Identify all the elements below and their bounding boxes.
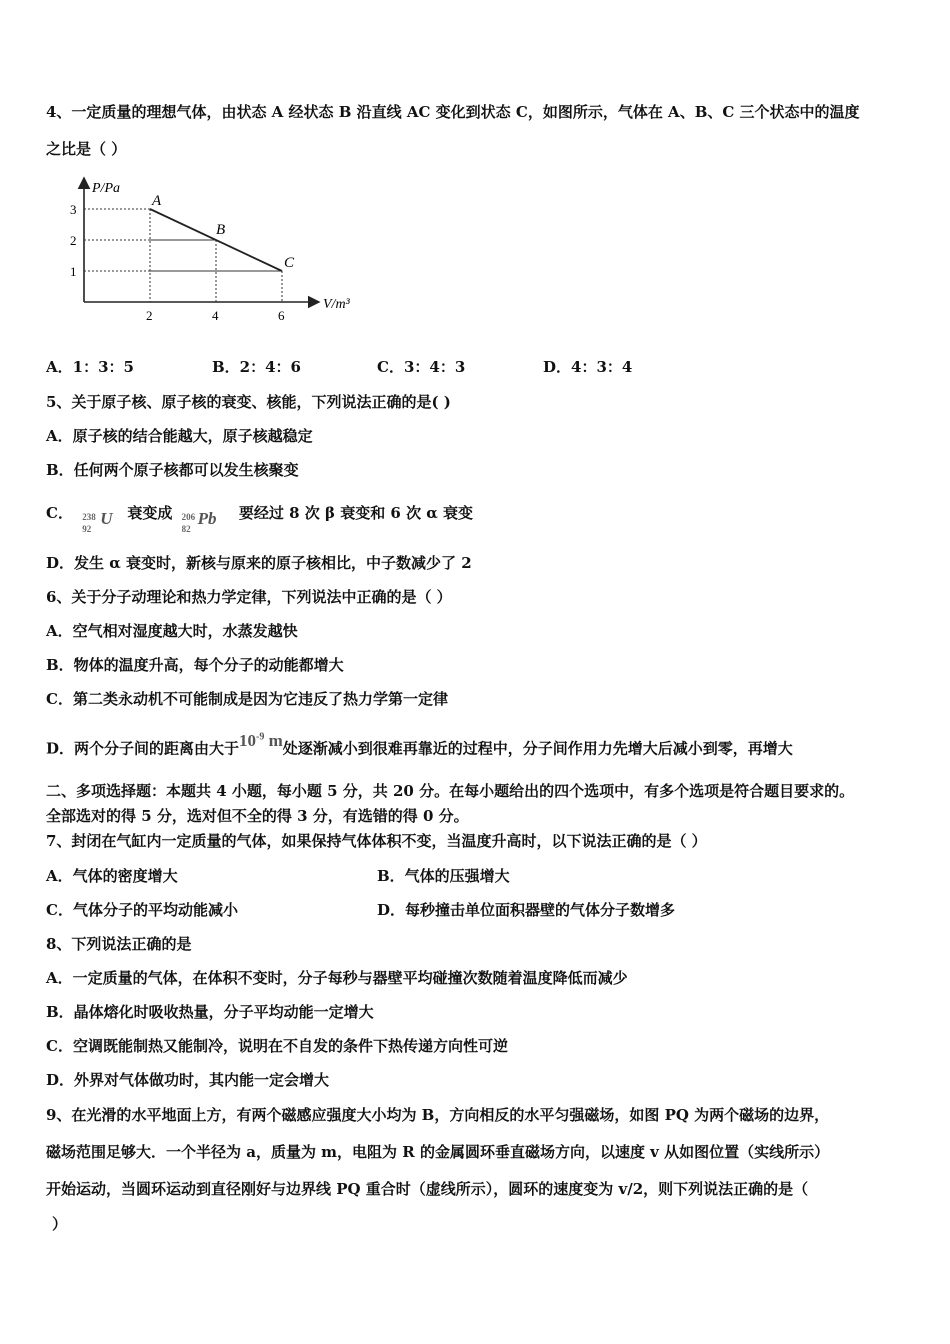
- state-label-A: A: [152, 193, 162, 209]
- q5-option-c-suffix: 要经过 8 次 β 衰变和 6 次 α 衰变: [238, 504, 474, 522]
- state-label-C: C: [284, 255, 295, 271]
- u-symbol: U: [100, 509, 113, 528]
- lead-206-isotope: [178, 500, 234, 534]
- q6-option-d-suffix: 处逐渐减小到很难再靠近的过程中，分子间作用力先增大后减小到零，再增大: [282, 739, 793, 758]
- q8-option-a[interactable]: A．一定质量的气体，在体积不变时，分子每秒与器壁平均碰撞次数随着温度降低而减少: [46, 969, 628, 987]
- distance-exponent: -9: [256, 731, 265, 742]
- q7-option-a[interactable]: A．气体的密度增大: [46, 867, 178, 885]
- q4-option-a[interactable]: A．1：3：5: [46, 358, 134, 376]
- q6-option-c[interactable]: C．第二类永动机不可能制成是因为它违反了热力学第一定律: [46, 690, 448, 708]
- q8-stem: 8、下列说法正确的是: [46, 935, 192, 953]
- y-tick-label-3: 3: [70, 202, 77, 217]
- x-tick-label-4: 4: [212, 308, 219, 323]
- q4-stem-line1: 4、一定质量的理想气体，由状态 A 经状态 B 沿直线 AC 变化到状态 C，如图所示，气体在 A、B、C 三个状态中的温度: [46, 103, 860, 121]
- q5-stem: 5、关于原子核、原子核的衰变、核能，下列说法正确的是( ): [46, 393, 451, 411]
- q4-option-c[interactable]: C．3：4：3: [377, 358, 466, 376]
- section2-heading-line2: 全部选对的得 5 分，选对但不全的得 3 分，有选错的得 0 分。: [46, 807, 469, 825]
- pv-chart: [60, 172, 350, 332]
- q6-option-b[interactable]: B．物体的温度升高，每个分子的动能都增大: [46, 656, 344, 674]
- q7-stem: 7、封闭在气缸内一定质量的气体，如果保持气体体积不变，当温度升高时，以下说法正确的是（ ）: [46, 832, 707, 850]
- q4-option-b[interactable]: B．2：4：6: [212, 358, 301, 376]
- distance-value: [239, 731, 283, 750]
- y-tick-label-1: 1: [70, 264, 77, 279]
- q7-option-c[interactable]: C．气体分子的平均动能减小: [46, 901, 238, 919]
- section2-heading-line1: 二、多项选择题：本题共 4 小题，每小题 5 分，共 20 分。在每小题给出的四个选项中，有多个选项是符合题目要求的。: [46, 782, 855, 800]
- q8-option-d[interactable]: D．外界对气体做功时，其内能一定会增大: [46, 1071, 330, 1089]
- q5-option-c-label: C．: [46, 504, 73, 522]
- q5-option-b[interactable]: B．任何两个原子核都可以发生核聚变: [46, 461, 299, 479]
- state-label-B: B: [216, 222, 226, 238]
- x-axis-label: V/m³: [323, 297, 350, 312]
- distance-base: 10: [239, 730, 257, 750]
- q6-option-a[interactable]: A．空气相对湿度越大时，水蒸发越快: [46, 622, 298, 640]
- q6-option-d[interactable]: [46, 730, 793, 764]
- q5-option-a[interactable]: A．原子核的结合能越大，原子核越稳定: [46, 427, 313, 445]
- x-tick-label-6: 6: [278, 308, 285, 323]
- distance-unit: m: [268, 730, 283, 750]
- q4-stem-line2: 之比是（ ）: [46, 140, 127, 158]
- q9-stem-line2: 磁场范围足够大．一个半径为 a，质量为 m，电阻为 R 的金属圆环垂直磁场方向，以速度 v 从如图位置（实线所示）: [46, 1143, 830, 1161]
- q5-option-c[interactable]: [46, 496, 474, 534]
- pb-symbol: Pb: [197, 509, 217, 528]
- x-tick-label-2: 2: [146, 308, 153, 323]
- q6-option-d-prefix: D．两个分子间的距离由大于: [46, 739, 240, 758]
- q9-stem-line1: 9、在光滑的水平地面上方，有两个磁感应强度大小均为 B，方向相反的水平匀强磁场，如图 PQ 为两个磁场的边界，: [46, 1106, 830, 1124]
- q5-option-d[interactable]: D．发生 α 衰变时，新核与原来的原子核相比，中子数减少了 2: [46, 554, 472, 572]
- pb-atomic-number: 82: [181, 524, 191, 534]
- uranium-238-isotope: [78, 500, 122, 534]
- u-mass-number: 238: [82, 512, 96, 522]
- pb-mass-number: 206: [181, 512, 196, 522]
- q9-stem-line3: 开始运动，当圆环运动到直径刚好与边界线 PQ 重合时（虚线所示），圆环的速度变为 v/2，则下列说法正确的是（: [46, 1180, 809, 1198]
- q8-option-c[interactable]: C．空调既能制热又能制冷，说明在不自发的条件下热传递方向性可逆: [46, 1037, 508, 1055]
- u-atomic-number: 92: [82, 524, 92, 534]
- y-tick-label-2: 2: [70, 233, 77, 248]
- q7-option-d[interactable]: D．每秒撞击单位面积器壁的气体分子数增多: [377, 901, 676, 919]
- y-axis-label: P/Pa: [92, 181, 120, 196]
- q5-option-c-mid: 衰变成: [127, 504, 173, 522]
- q7-option-b[interactable]: B．气体的压强增大: [377, 867, 510, 885]
- q4-option-d[interactable]: D．4：3：4: [543, 358, 633, 376]
- q6-stem: 6、关于分子动理论和热力学定律，下列说法中正确的是（ ）: [46, 588, 452, 606]
- q8-option-b[interactable]: B．晶体熔化时吸收热量，分子平均动能一定增大: [46, 1003, 374, 1021]
- q9-stem-line4: ）: [52, 1215, 68, 1233]
